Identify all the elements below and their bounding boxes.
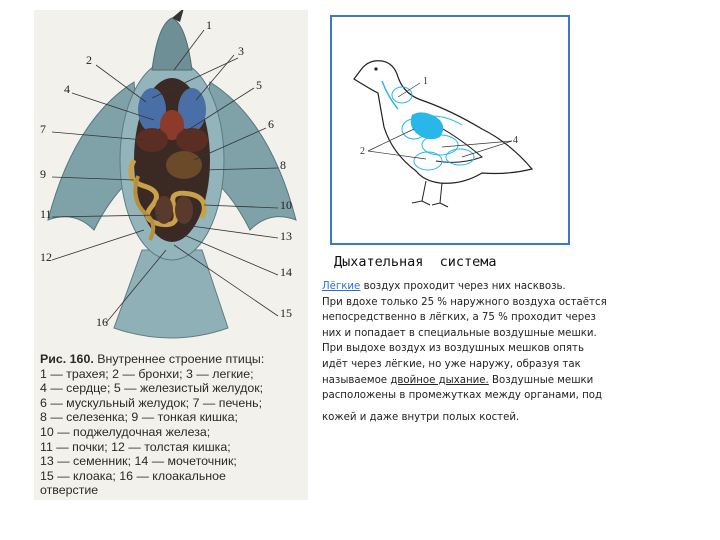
desc-line-8: расположены в промежутках между органами, под bbox=[322, 390, 603, 402]
label-3: 3 bbox=[238, 44, 244, 58]
caption-line-6: 10 — поджелудочная железа; bbox=[40, 424, 211, 439]
caption-line-1: Внутреннее строение птицы: bbox=[93, 352, 265, 366]
label-5: 5 bbox=[256, 78, 262, 92]
double-breathing-term: двойное дыхание. bbox=[390, 374, 489, 386]
respiration-description bbox=[322, 279, 630, 425]
desc-line-4: них и попадает в специальные воздушные мешки. bbox=[322, 327, 597, 339]
diagram-label-1: 1 bbox=[423, 76, 428, 87]
label-13: 13 bbox=[280, 229, 292, 243]
desc-line-5: При выдохе воздух из воздушных мешков опять bbox=[322, 343, 584, 355]
diagram-label-4: 4 bbox=[513, 135, 518, 146]
label-15: 15 bbox=[280, 306, 292, 320]
desc-line-3: непосредственно в лёгких, а 75 % проходит через bbox=[322, 312, 596, 324]
caption-line-5: 8 — селезенка; 9 — тонкая кишка; bbox=[40, 410, 238, 425]
bird-anatomy-illustration bbox=[34, 10, 308, 350]
caption-line-4: 6 — мускульный желудок; 7 — печень; bbox=[40, 395, 263, 410]
desc-line-2: При вдохе только 25 % наружного воздуха остаётся bbox=[322, 296, 607, 308]
diagram-label-2: 2 bbox=[360, 146, 365, 157]
caption-line-8: 13 — семенник; 14 — мочеточник; bbox=[40, 454, 237, 469]
figure-caption bbox=[40, 352, 302, 498]
desc-line-7b: Воздушные мешки bbox=[488, 374, 594, 386]
caption-lead: Рис. 160. bbox=[40, 352, 94, 366]
lungs-link[interactable]: Лёгкие bbox=[322, 281, 361, 292]
label-14: 14 bbox=[280, 265, 292, 279]
desc-line-1: воздух проходит через них насквозь. bbox=[360, 281, 566, 292]
label-11: 11 bbox=[40, 207, 52, 221]
desc-line-6: идёт через лёгкие, но уже наружу, образуя так bbox=[322, 358, 581, 370]
label-7: 7 bbox=[40, 122, 46, 136]
label-4: 4 bbox=[64, 82, 70, 96]
caption-line-3: 4 — сердце; 5 — железистый желудок; bbox=[40, 381, 264, 396]
caption-line-2: 1 — трахея; 2 — бронхи; 3 — легкие; bbox=[40, 366, 254, 381]
caption-line-9: 15 — клоака; 16 — клоакальное bbox=[40, 468, 226, 483]
pigeon-outline-diagram bbox=[332, 17, 568, 243]
section-title: Дыхательная система bbox=[334, 254, 497, 270]
label-9: 9 bbox=[40, 167, 46, 181]
label-1: 1 bbox=[206, 18, 212, 32]
label-12: 12 bbox=[40, 250, 52, 264]
caption-line-7: 11 — почки; 12 — толстая кишка; bbox=[40, 439, 231, 454]
respiratory-diagram-frame bbox=[330, 15, 570, 245]
label-10: 10 bbox=[280, 198, 292, 212]
desc-line-7a: называемое bbox=[322, 374, 391, 386]
desc-line-9: кожей и даже внутри полых костей. bbox=[322, 411, 520, 423]
label-8: 8 bbox=[280, 158, 286, 172]
label-6: 6 bbox=[268, 117, 274, 131]
label-16: 16 bbox=[96, 315, 108, 329]
caption-line-10: отверстие bbox=[40, 483, 99, 498]
label-2: 2 bbox=[86, 53, 92, 67]
